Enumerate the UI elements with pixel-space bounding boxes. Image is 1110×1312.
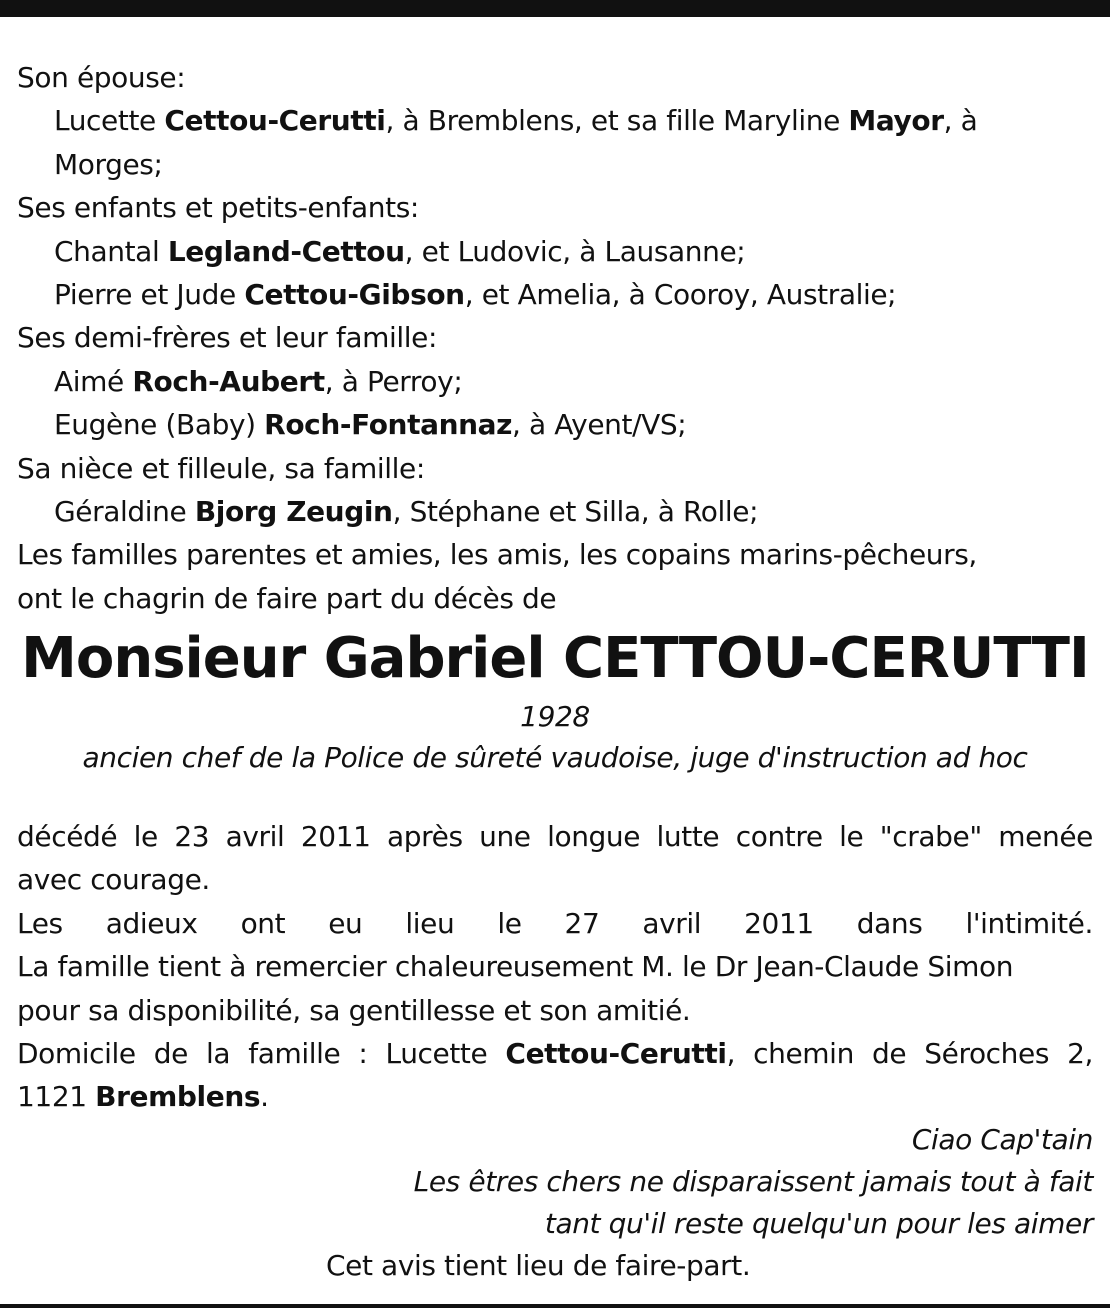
others-line: Les familles parentes et amies, les amis, les copains marins-pêcheurs, — [17, 538, 977, 572]
birth-year: 1928 — [520, 700, 590, 734]
text: , à Perroy; — [324, 364, 463, 398]
text: , et Ludovic, à Lausanne; — [404, 234, 746, 268]
closing-note: Cet avis tient lieu de faire-part. — [326, 1248, 751, 1282]
halfbrothers-heading: Ses demi-frères et leur famille: — [17, 321, 437, 355]
surname: Roch-Aubert — [132, 364, 325, 398]
surname: Legland-Cettou — [167, 234, 405, 268]
surname: Cettou-Cerutti — [164, 104, 386, 138]
obituary-notice — [17, 56, 1093, 1287]
surname: Roch-Fontannaz — [264, 408, 513, 442]
halfbrother-line — [17, 403, 1093, 446]
surname: Bjorg Zeugin — [194, 494, 393, 528]
epitaph-line: Les êtres chers ne disparaissent jamais tout à fait — [413, 1164, 1093, 1198]
text: , chemin de Séroches 2, — [726, 1037, 1094, 1071]
niece-line — [17, 490, 1093, 533]
child-line — [17, 273, 1093, 316]
text: , Stéphane et Silla, à Rolle; — [392, 494, 759, 528]
top-rule — [0, 0, 1110, 17]
spacer — [17, 778, 1093, 815]
text: Géraldine — [54, 494, 195, 528]
text: Aimé — [54, 364, 133, 398]
child-line — [17, 230, 1093, 273]
surname: Cettou-Gibson — [244, 277, 465, 311]
text: Chantal — [54, 234, 168, 268]
deceased-title: ancien chef de la Police de sûreté vaudoise, juge d'instruction ad hoc — [82, 741, 1028, 775]
surname: Cettou-Cerutti — [505, 1037, 727, 1071]
text: , à Bremblens, et sa fille Maryline — [385, 104, 849, 138]
epitaph-line: tant qu'il reste quelqu'un pour les aimer — [544, 1206, 1093, 1240]
deceased-name: Monsieur Gabriel CETTOU-CERUTTI — [21, 626, 1089, 692]
text: 1121 — [17, 1080, 96, 1114]
text: , à Ayent/VS; — [512, 408, 687, 442]
spouse-heading: Son épouse: — [17, 61, 186, 94]
announcement-line: ont le chagrin de faire part du décès de — [17, 581, 557, 615]
bottom-rule — [0, 1304, 1110, 1308]
surname: Mayor — [848, 104, 944, 138]
text: , à — [943, 104, 978, 138]
halfbrother-line — [17, 360, 1093, 403]
text: , et Amelia, à Cooroy, Australie; — [464, 277, 897, 311]
text: . — [260, 1080, 269, 1114]
epitaph-line: Ciao Cap'tain — [911, 1122, 1093, 1156]
spouse-line-2: Morges; — [54, 147, 163, 181]
death-line-2: avec courage. — [17, 863, 210, 897]
niece-heading: Sa nièce et filleule, sa famille: — [17, 451, 425, 485]
farewell-line: Les adieux ont eu lieu le 27 avril 2011 dans l'intimité. — [17, 906, 1093, 940]
thanks-line-2: pour sa disponibilité, sa gentillesse et son amitié. — [17, 993, 691, 1027]
text: Eugène (Baby) — [54, 408, 265, 442]
text: Pierre et Jude — [54, 277, 245, 311]
children-heading: Ses enfants et petits-enfants: — [17, 191, 419, 225]
town: Bremblens — [95, 1080, 261, 1114]
spouse-line — [17, 99, 1093, 142]
text: Domicile de la famille : Lucette — [17, 1037, 506, 1071]
domicile-line-2 — [17, 1075, 1093, 1118]
thanks-line: La famille tient à remercier chaleureusement M. le Dr Jean-Claude Simon — [17, 950, 1014, 984]
domicile-line — [17, 1032, 1093, 1075]
text: Lucette — [54, 104, 165, 138]
death-line: décédé le 23 avril 2011 après une longue lutte contre le "crabe" menée — [17, 820, 1093, 854]
